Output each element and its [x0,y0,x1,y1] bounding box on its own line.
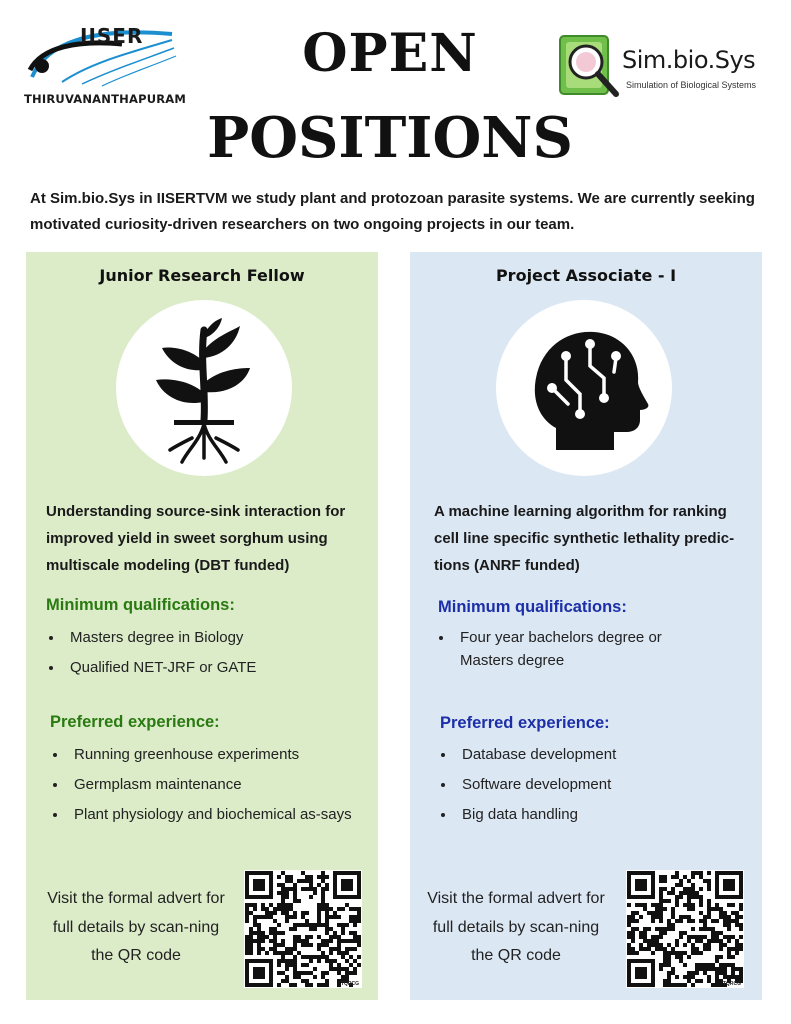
list-item: Running greenhouse experiments [50,743,355,766]
jrf-pref-list [50,743,355,833]
simbiosys-subtitle: Simulation of Biological Systems [626,80,757,90]
jrf-min-heading: Minimum qualifications: [46,596,235,614]
list-item: Database development [438,743,738,766]
cell-magnifier-icon [556,30,622,102]
pa-visit-text: Visit the formal advert for full details by scan-ning the QR code [427,890,605,964]
list-item: Germplasm maintenance [50,773,355,796]
simbiosys-wordmark: Sim.bio.Sys [622,46,756,74]
intro-text: At Sim.bio.Sys in IISERTVM we study plant and protozoan parasite systems. We are currently seeking motivated curiosity-driven researchers on two ongoing projects in our team. [30,190,755,233]
iiser-wordmark: IISER [80,24,144,48]
jrf-min-list [46,626,366,686]
qr-tag: TQRCG [722,981,741,987]
qr-tag: TQRCG [340,981,359,987]
jrf-panel [26,252,378,1000]
pa-pref-list [438,743,738,833]
list-item: Big data handling [438,803,738,826]
page-title-line2: POSITIONS [207,105,573,171]
page-title-line1: OPEN [302,23,478,84]
pa-panel [410,252,762,1000]
jrf-qr-code[interactable] [244,870,362,988]
jrf-project-title: Understanding source-sink interaction for improved yield in sweet sorghum using multiscale modeling (DBT funded) [46,503,346,574]
iiser-logo [22,22,187,112]
list-item: Masters degree in Biology [46,626,366,649]
qr-code-icon [244,870,362,988]
sprout-icon [116,300,292,476]
jrf-icon-circle [116,300,292,476]
simbiosys-logo [556,30,771,105]
pa-min-heading: Minimum qualifications: [438,598,627,616]
pa-icon-circle [496,300,672,476]
list-item: Qualified NET-JRF or GATE [46,656,366,679]
pa-min-list [436,626,716,679]
pa-pref-heading: Preferred experience: [440,714,610,732]
pa-title: Project Associate - I [495,266,677,285]
jrf-title: Junior Research Fellow [99,266,305,285]
jrf-visit-text: Visit the formal advert for full details by scan-ning the QR code [47,890,225,964]
list-item: Four year bachelors degree or Masters degree [436,626,716,672]
list-item: Plant physiology and biochemical as-says [50,803,355,826]
iiser-place: THIRUVANANTHAPURAM [24,92,187,106]
pa-project-title: A machine learning algorithm for ranking cell line specific synthetic lethality predic-tions (ANRF funded) [434,503,735,574]
ai-head-icon [496,300,672,476]
qr-code-icon [626,870,744,988]
jrf-pref-heading: Preferred experience: [50,713,220,731]
pa-qr-code[interactable] [626,870,744,988]
list-item: Software development [438,773,738,796]
